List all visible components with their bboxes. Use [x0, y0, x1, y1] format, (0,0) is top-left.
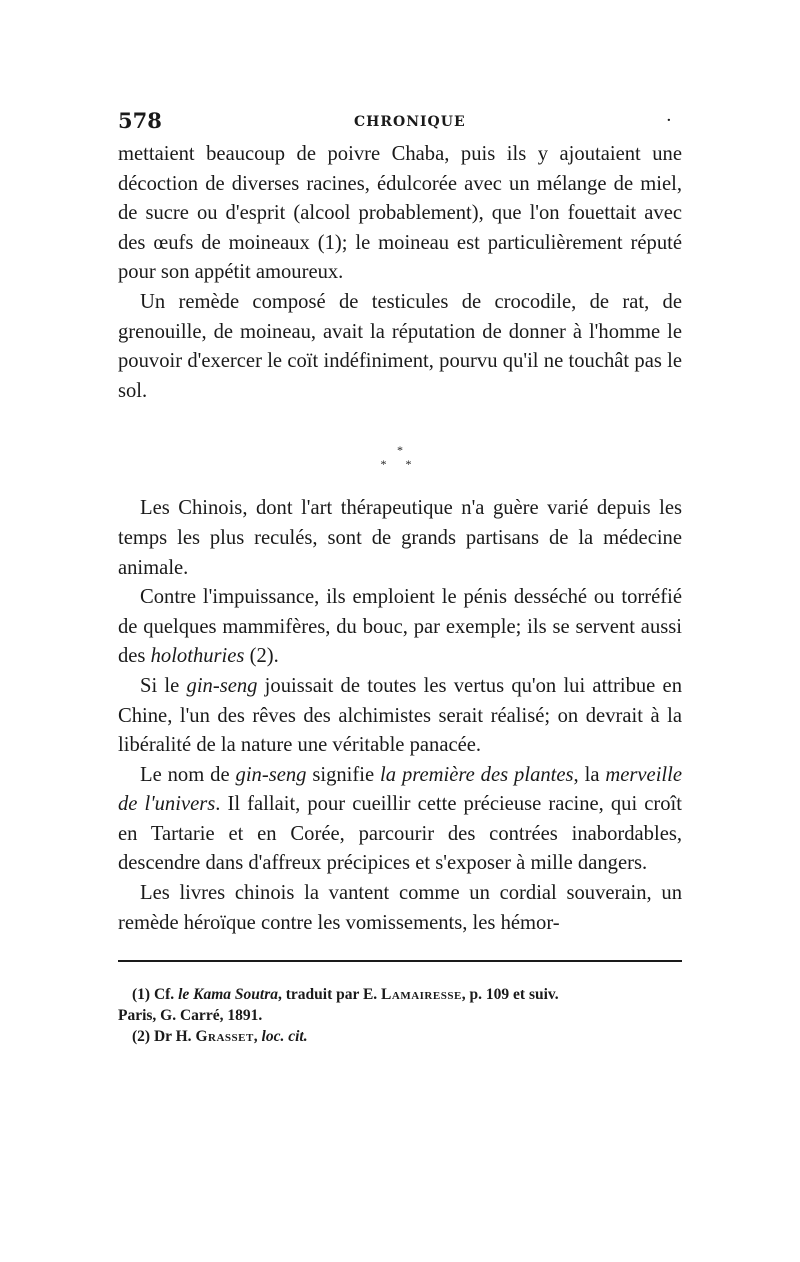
text-run: Contre l'impuissance, ils emploient le pénis desséché ou torréfié de quelques mammifères, du bouc, par exemple; ils se servent aussi des [118, 586, 682, 668]
paragraph [118, 672, 682, 761]
header-dot: · [666, 110, 672, 131]
text-run: Si le [140, 674, 187, 697]
text-run: , traduit par E. [277, 986, 382, 1004]
book-page [118, 108, 682, 1047]
paragraph: Les livres chinois la vantent comme un cordial souverain, un remède héroïque contre les vomissements, les hémor- [118, 882, 682, 934]
paragraph: mettaient beaucoup de poivre Chaba, puis ils y ajoutaient une décoction de diverses racines, édulcorée avec un mélange de miel, de sucre ou d'esprit (alcool probablement), que l'on fouettait avec des œufs de moineaux (1); le moineau est particulièrement réputé pour son appétit amoureux. [118, 143, 682, 284]
text-run: signifie [306, 763, 381, 786]
text-run: (2). [244, 645, 279, 668]
text-run: jouissait de toutes les vertus qu'on lui attribue en Chine, l'un des rêves des alchimistes serait réalisé; on devrait à la libéralité de la nature une véritable panacée. [118, 674, 682, 757]
text-run: , [253, 1028, 262, 1046]
running-head: CHRONIQUE [354, 114, 466, 130]
small-caps-name: Grasset [195, 1028, 254, 1046]
text-run: , p. 109 et suiv. [461, 986, 559, 1004]
footnotes [118, 984, 682, 1047]
paragraph [118, 761, 682, 879]
italic-term: gin-seng [186, 674, 258, 697]
footnote-1-continued: Paris, G. Carré, 1891. [118, 1007, 263, 1025]
small-caps-name: Lamairesse [381, 986, 462, 1004]
text-run: (2) Dr H. [132, 1028, 196, 1046]
footnote-2 [118, 1026, 682, 1047]
asterism-divider [118, 406, 682, 494]
italic-term: gin-seng [235, 763, 307, 786]
page-header [118, 108, 682, 140]
paragraph: Les Chinois, dont l'art thérapeutique n'a guère varié depuis les temps les plus reculés, sont de grands partisans de la médecine animale. [118, 497, 682, 579]
text-run: , la [573, 763, 606, 786]
italic-term: merveille de l'univers [118, 763, 683, 816]
italic-term: le Kama Soutra [178, 986, 278, 1004]
text-run: (1) Cf. [132, 986, 179, 1004]
italic-term: loc. cit. [261, 1028, 308, 1046]
body-text [118, 140, 682, 938]
italic-term: holothuries [150, 645, 245, 668]
paragraph: Un remède composé de testicules de crocodile, de rat, de grenouille, de moineau, avait la réputation de donner à l'homme le pouvoir d'exercer le coït indéfiniment, pourvu qu'il ne touchât pas le sol. [118, 290, 682, 402]
footnote-rule [118, 960, 682, 962]
asterism-star-bottom: * * [380, 457, 420, 472]
text-run: Le nom de [140, 763, 236, 786]
text-run: . Il fallait, pour cueillir cette précieuse racine, qui croît en Tartarie et en Corée, parcourir des contrées inabordables, descendre dans d'affreux précipices et s'exposer à mille dangers. [118, 793, 682, 875]
italic-term: la première des plantes [380, 763, 574, 786]
asterism-star-top: * [397, 443, 403, 458]
paragraph [118, 583, 682, 672]
footnote-1 [118, 984, 682, 1005]
page-number: 578 [118, 108, 162, 133]
